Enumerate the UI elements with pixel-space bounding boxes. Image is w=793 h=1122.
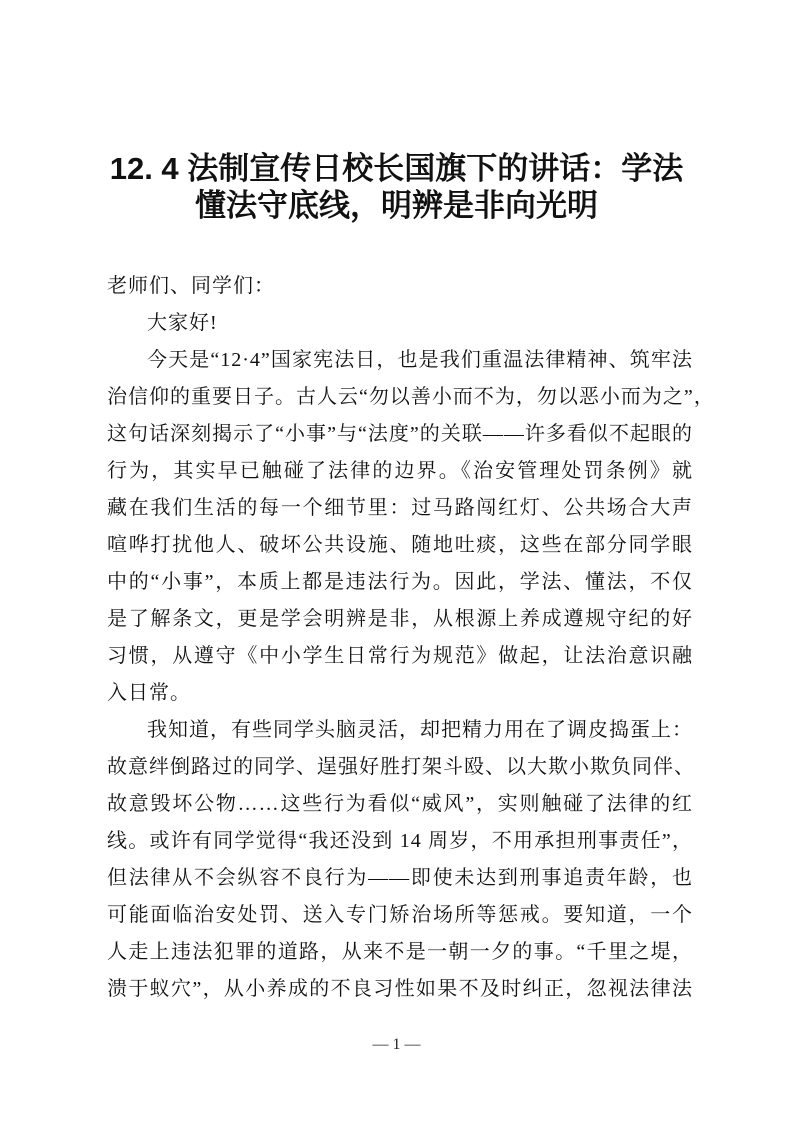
text-line: 行为，其实早已触碰了法律的边界。《治安管理处罚条例》就: [107, 460, 693, 482]
salutation: 老师们、同学们：: [107, 275, 275, 297]
text-line: 故意绊倒路过的同学、逞强好胜打架斗殴、以大欺小欺负同伴、: [107, 756, 695, 778]
text-line: 是了解条文，更是学会明辨是非，从根源上养成遵规守纪的好: [107, 608, 693, 630]
text-line: 但法律从不会纵容不良行为——即使未达到刑事追责年龄，也: [107, 867, 693, 889]
text-line: 习惯，从遵守《中小学生日常行为规范》做起，让法治意识融: [107, 645, 693, 667]
text-line: 藏在我们生活的每一个细节里：过马路闯红灯、公共场合大声: [107, 497, 693, 519]
document-body: [107, 268, 715, 1008]
text-line: 溃于蚁穴”，从小养成的不良习性如果不及时纠正，忽视法律法: [107, 978, 693, 1000]
text-line: 治信仰的重要日子。古人云“勿以善小而不为，勿以恶小而为之”，: [107, 386, 715, 408]
page-number: — 1 —: [372, 1036, 421, 1053]
text-line: 可能面临治安处罚、送入专门矫治场所等惩戒。要知道，一个: [107, 904, 693, 926]
text-line: 故意毁坏公物……这些行为看似“威风”，实则触碰了法律的红: [107, 793, 693, 815]
text-line: 中的“小事”，本质上都是违法行为。因此，学法、懂法，不仅: [107, 571, 693, 593]
text-line: 入日常。: [107, 682, 191, 704]
text-line: 喧哗打扰他人、破坏公共设施、随地吐痰，这些在部分同学眼: [107, 534, 693, 556]
document-title: [100, 150, 693, 224]
text-line: 我知道，有些同学头脑灵活，却把精力用在了调皮捣蛋上：: [147, 719, 693, 741]
title-line-2: 懂法守底线，明辨是非向光明: [195, 188, 598, 223]
text-line: 人走上违法犯罪的道路，从来不是一朝一夕的事。“千里之堤，: [107, 941, 693, 963]
text-line: 今天是“12·4”国家宪法日，也是我们重温法律精神、筑牢法: [147, 349, 693, 371]
text-line: 线。或许有同学觉得“我还没到 14 周岁，不用承担刑事责任”，: [107, 830, 693, 852]
title-line-1: 12. 4 法制宣传日校长国旗下的讲话：学法: [109, 151, 684, 186]
text-line: 这句话深刻揭示了“小事”与“法度”的关联——许多看似不起眼的: [107, 423, 693, 445]
greeting: 大家好!: [147, 312, 218, 334]
paragraph-1: [107, 342, 715, 712]
paragraph-2: [107, 712, 693, 1008]
